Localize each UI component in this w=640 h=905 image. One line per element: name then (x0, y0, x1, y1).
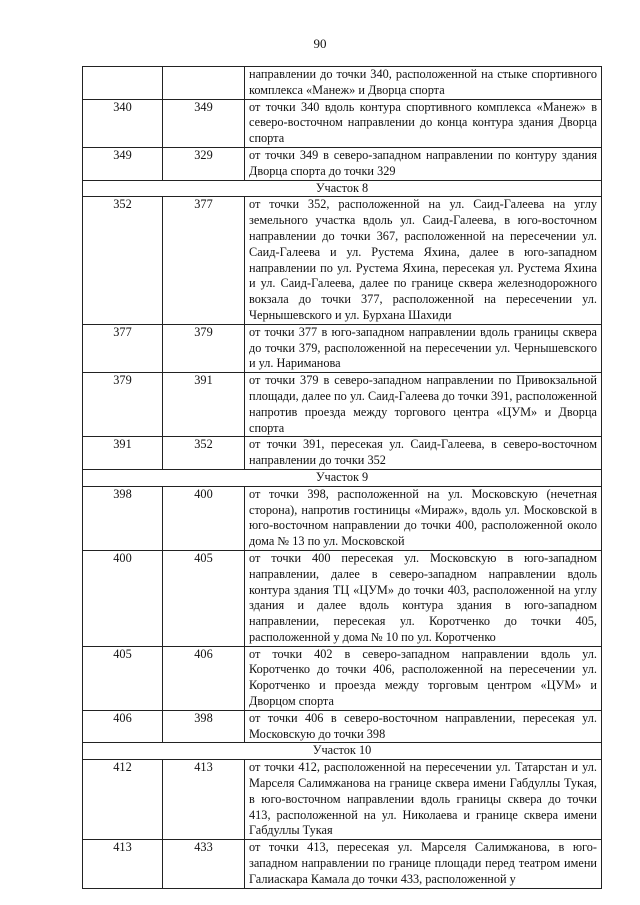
point-to: 377 (163, 197, 245, 324)
table-row (83, 840, 602, 888)
boundary-description: от точки 391, пересекая ул. Саид-Галеева, в северо-восточном направлении до точки 352 (245, 437, 602, 470)
boundary-description: от точки 413, пересекая ул. Марселя Салимжанова, в юго-западном направлении по границе площади перед театром имени Галиаскара Камала до точки 433, расположенной у (245, 840, 602, 888)
point-to: 406 (163, 646, 245, 710)
table-row (83, 646, 602, 710)
table-row (83, 710, 602, 743)
point-from: 406 (83, 710, 163, 743)
point-to: 398 (163, 710, 245, 743)
section-title: Участок 8 (83, 180, 602, 197)
point-to: 413 (163, 760, 245, 840)
point-from: 413 (83, 840, 163, 888)
table-row (83, 760, 602, 840)
point-to: 400 (163, 486, 245, 550)
table-row (83, 197, 602, 324)
boundary-table (82, 66, 602, 889)
point-from: 352 (83, 197, 163, 324)
table-row (83, 324, 602, 372)
section-title: Участок 9 (83, 469, 602, 486)
boundary-description: от точки 400 пересекая ул. Московскую в юго-западном направлении, далее в северо-западном направлении вдоль контура здания ТЦ «ЦУМ» до точки 403, расположенной на углу здания и далее вдоль контура здания в юго-западном направлении, пересекая ул. Коротченко до точки 405, расположенной у дома № 10 по ул. Коротченко (245, 550, 602, 646)
point-to: 433 (163, 840, 245, 888)
table-body (83, 67, 602, 889)
point-to: 349 (163, 99, 245, 147)
boundary-description: от точки 402 в северо-западном направлении вдоль ул. Коротченко до точки 406, расположенной на пересечении ул. Коротченко и проезда между торговым центром «ЦУМ» и Дворцом спорта (245, 646, 602, 710)
point-to (163, 67, 245, 100)
point-from: 391 (83, 437, 163, 470)
boundary-description: направлении до точки 340, расположенной на стыке спортивного комплекса «Манеж» и Дворца спорта (245, 67, 602, 100)
point-from: 412 (83, 760, 163, 840)
page-number: 90 (313, 36, 327, 51)
boundary-description: от точки 379 в северо-западном направлении по Привокзальной площади, далее по ул. Саид-Галеева до точки 391, расположенной напротив проезда между торгового центра «ЦУМ» и Дворца спорта (245, 373, 602, 437)
boundary-description: от точки 412, расположенной на пересечении ул. Татарстан и ул. Марселя Салимжанова на границе сквера имени Габдуллы Тукая, в юго-восточном направлении вдоль границы сквера до точки 413, расположенной на ул. Николаева и границе сквера имени Габдуллы Тукая (245, 760, 602, 840)
point-from: 349 (83, 147, 163, 180)
point-from: 340 (83, 99, 163, 147)
point-from: 400 (83, 550, 163, 646)
table-row (83, 550, 602, 646)
boundary-description: от точки 349 в северо-западном направлении по контуру здания Дворца спорта до точки 329 (245, 147, 602, 180)
point-to: 352 (163, 437, 245, 470)
point-to: 391 (163, 373, 245, 437)
table-row (83, 147, 602, 180)
section-header-row (83, 180, 602, 197)
boundary-description: от точки 398, расположенной на ул. Московскую (нечетная сторона), напротив гостиницы «Мираж», вдоль ул. Московской в юго-восточном направлении до точки 400, расположенной около дома № 13 по ул. Московской (245, 486, 602, 550)
boundary-description: от точки 340 вдоль контура спортивного комплекса «Манеж» в северо-восточном направлении до конца контура здания Дворца спорта (245, 99, 602, 147)
table-row (83, 437, 602, 470)
boundary-description: от точки 406 в северо-восточном направлении, пересекая ул. Московскую до точки 398 (245, 710, 602, 743)
section-title: Участок 10 (83, 743, 602, 760)
table-row (83, 486, 602, 550)
point-to: 329 (163, 147, 245, 180)
point-to: 379 (163, 324, 245, 372)
point-from (83, 67, 163, 100)
table-row (83, 67, 602, 100)
point-from: 398 (83, 486, 163, 550)
point-from: 379 (83, 373, 163, 437)
point-from: 377 (83, 324, 163, 372)
boundary-description: от точки 377 в юго-западном направлении вдоль границы сквера до точки 379, расположенной на пересечении ул. Чернышевского и ул. Нариманова (245, 324, 602, 372)
point-from: 405 (83, 646, 163, 710)
boundary-description: от точки 352, расположенной на ул. Саид-Галеева на углу земельного участка вдоль ул. Саид-Галеева, в юго-восточном направлении до точки 367, расположенной на пересечении ул. Саид-Галеева и ул. Рустема Яхина, далее в юго-западном направлении по ул. Рустема Яхина, пересекая ул. Рустема Яхина и ул. Саид-Галеева, далее по границе сквера железнодорожного вокзала до точки 377, расположенной на пересечении ул. Чернышевского и ул. Бурхана Шахиди (245, 197, 602, 324)
section-header-row (83, 469, 602, 486)
table-row (83, 99, 602, 147)
point-to: 405 (163, 550, 245, 646)
table-row (83, 373, 602, 437)
section-header-row (83, 743, 602, 760)
